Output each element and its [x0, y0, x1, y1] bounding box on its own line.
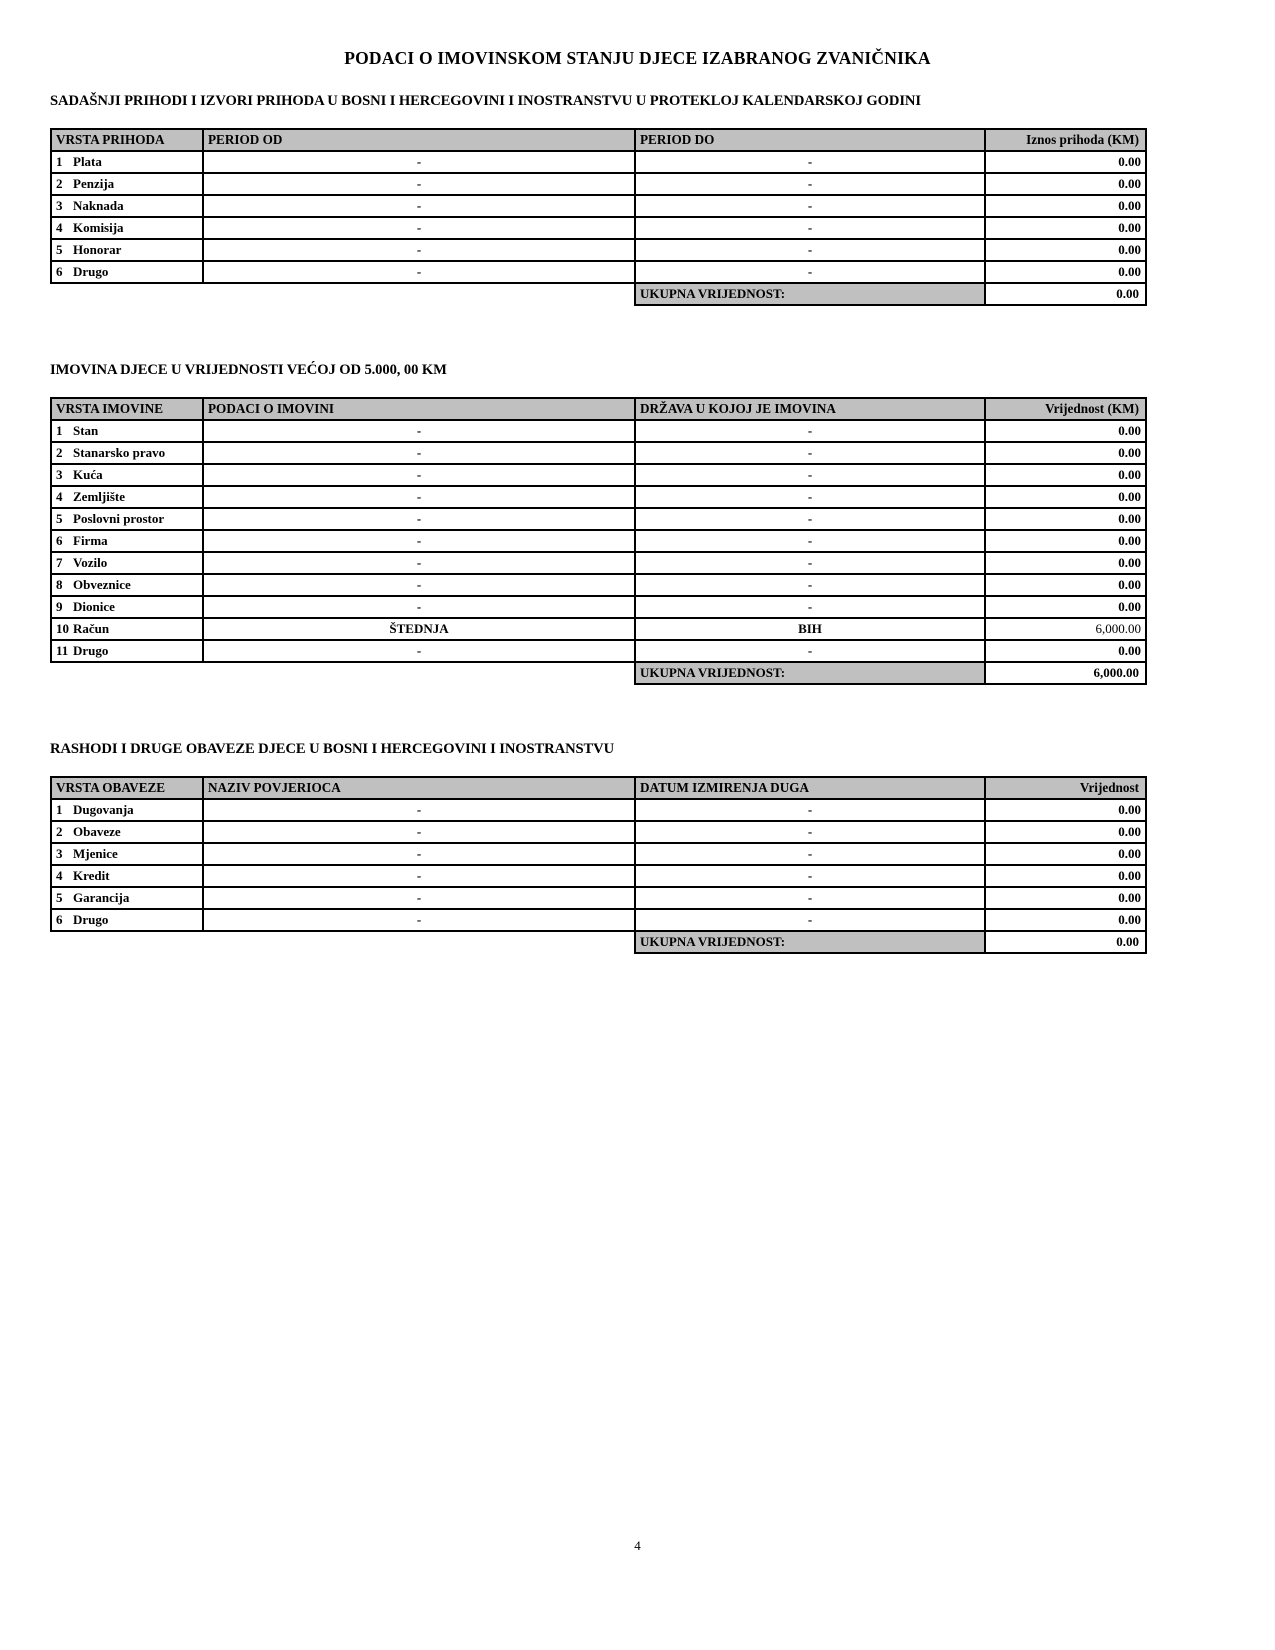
row-label	[51, 442, 203, 464]
cell-period-from[interactable]: -	[203, 217, 635, 239]
total-spacer-left	[51, 662, 203, 684]
column-header-amount: Iznos prihoda (KM)	[985, 129, 1146, 151]
assets-table-body	[51, 420, 1146, 684]
table-row	[51, 618, 1146, 640]
row-label	[51, 530, 203, 552]
table-row	[51, 596, 1146, 618]
row-label-text: Stan	[73, 423, 99, 438]
row-label	[51, 420, 203, 442]
cell-asset-details[interactable]: -	[203, 596, 635, 618]
row-label-text: Vozilo	[73, 555, 108, 570]
row-index: 2	[56, 824, 63, 839]
row-index: 4	[56, 220, 63, 235]
row-label-text: Mjenice	[73, 846, 118, 861]
table-row	[51, 574, 1146, 596]
title-spacer	[0, 69, 1275, 93]
row-label	[51, 486, 203, 508]
cell-asset-country[interactable]: -	[635, 552, 985, 574]
row-label-text: Komisija	[73, 220, 124, 235]
row-label	[51, 217, 203, 239]
cell-settlement-date[interactable]: -	[635, 821, 985, 843]
total-value: 0.00	[985, 931, 1146, 953]
row-label-text: Obveznice	[73, 577, 131, 592]
row-index: 5	[56, 242, 63, 257]
cell-settlement-date[interactable]: -	[635, 843, 985, 865]
section-liabilities	[0, 741, 1275, 954]
table-row	[51, 843, 1146, 865]
table-row	[51, 887, 1146, 909]
column-header-period-to: PERIOD DO	[635, 129, 985, 151]
row-label-text: Stanarsko pravo	[73, 445, 166, 460]
cell-creditor-name[interactable]: -	[203, 799, 635, 821]
cell-amount[interactable]: 0.00	[985, 195, 1146, 217]
cell-asset-value[interactable]: 0.00	[985, 596, 1146, 618]
section-spacer	[0, 306, 1275, 362]
row-label-text: Kuća	[73, 467, 103, 482]
table-row	[51, 239, 1146, 261]
cell-asset-details[interactable]: -	[203, 420, 635, 442]
table-row	[51, 865, 1146, 887]
section-spacer	[0, 685, 1275, 741]
row-index: 6	[56, 912, 63, 927]
cell-settlement-date[interactable]: -	[635, 887, 985, 909]
row-index: 4	[56, 489, 63, 504]
cell-liability-value[interactable]: 0.00	[985, 865, 1146, 887]
table-row	[51, 261, 1146, 283]
section-heading-liabilities: RASHODI I DRUGE OBAVEZE DJECE U BOSNI I HERCEGOVINI I INOSTRANSTVU	[50, 741, 615, 757]
row-label-text: Drugo	[73, 264, 109, 279]
table-header-row	[51, 777, 1146, 799]
cell-creditor-name[interactable]: -	[203, 887, 635, 909]
cell-asset-country[interactable]: -	[635, 442, 985, 464]
cell-asset-country[interactable]: BIH	[635, 618, 985, 640]
row-label-text: Račun	[73, 621, 110, 636]
column-header-asset-type: VRSTA IMOVINE	[51, 398, 203, 420]
row-label	[51, 574, 203, 596]
row-index: 1	[56, 154, 63, 169]
row-index: 2	[56, 445, 63, 460]
row-label-text: Poslovni prostor	[73, 511, 165, 526]
row-label	[51, 909, 203, 931]
cell-amount[interactable]: 0.00	[985, 173, 1146, 195]
cell-asset-country[interactable]: -	[635, 574, 985, 596]
row-label	[51, 239, 203, 261]
cell-settlement-date[interactable]: -	[635, 799, 985, 821]
row-label	[51, 887, 203, 909]
cell-asset-details[interactable]: -	[203, 552, 635, 574]
total-label: UKUPNA VRIJEDNOST:	[635, 283, 985, 305]
column-header-creditor-name: NAZIV POVJERIOCA	[203, 777, 635, 799]
cell-asset-value[interactable]: 0.00	[985, 530, 1146, 552]
table-row	[51, 552, 1146, 574]
cell-asset-country[interactable]: -	[635, 530, 985, 552]
column-header-asset-country: DRŽAVA U KOJOJ JE IMOVINA	[635, 398, 985, 420]
table-row	[51, 151, 1146, 173]
cell-period-to[interactable]: -	[635, 217, 985, 239]
row-index: 8	[56, 577, 63, 592]
table-row	[51, 530, 1146, 552]
row-label-text: Kredit	[73, 868, 110, 883]
liabilities-table-body	[51, 799, 1146, 953]
column-header-asset-details: PODACI O IMOVINI	[203, 398, 635, 420]
liabilities-table	[50, 776, 1147, 954]
row-label-text: Penzija	[73, 176, 115, 191]
row-label-text: Dugovanja	[73, 802, 134, 817]
column-header-settlement-date: DATUM IZMIRENJA DUGA	[635, 777, 985, 799]
row-index: 1	[56, 802, 63, 817]
row-label-text: Honorar	[73, 242, 122, 257]
heading-spacer	[0, 379, 1275, 397]
cell-asset-value[interactable]: 6,000.00	[985, 618, 1146, 640]
total-spacer-left	[51, 931, 203, 953]
cell-liability-value[interactable]: 0.00	[985, 887, 1146, 909]
total-spacer-mid	[203, 662, 635, 684]
cell-asset-value[interactable]: 0.00	[985, 420, 1146, 442]
cell-asset-details[interactable]: -	[203, 464, 635, 486]
cell-period-to[interactable]: -	[635, 261, 985, 283]
total-value: 0.00	[985, 283, 1146, 305]
row-label	[51, 195, 203, 217]
table-row	[51, 486, 1146, 508]
row-index: 7	[56, 555, 63, 570]
section-heading-income: SADAŠNJI PRIHODI I IZVORI PRIHODA U BOSNI I HERCEGOVINI I INOSTRANSTVU U PROTEKLOJ KALENDARSKOJ GODINI	[50, 93, 921, 109]
cell-creditor-name[interactable]: -	[203, 843, 635, 865]
row-label	[51, 261, 203, 283]
row-label	[51, 821, 203, 843]
table-row	[51, 195, 1146, 217]
cell-asset-value[interactable]: 0.00	[985, 574, 1146, 596]
cell-liability-value[interactable]: 0.00	[985, 843, 1146, 865]
cell-asset-value[interactable]: 0.00	[985, 640, 1146, 662]
row-label	[51, 552, 203, 574]
row-index: 11	[56, 643, 69, 658]
row-label-text: Zemljište	[73, 489, 125, 504]
table-row	[51, 442, 1146, 464]
cell-asset-details[interactable]: -	[203, 508, 635, 530]
cell-period-from[interactable]: -	[203, 151, 635, 173]
total-spacer-mid	[203, 283, 635, 305]
cell-period-to[interactable]: -	[635, 173, 985, 195]
row-label	[51, 640, 203, 662]
cell-settlement-date[interactable]: -	[635, 909, 985, 931]
column-header-liability-value: Vrijednost	[985, 777, 1146, 799]
table-header-row	[51, 398, 1146, 420]
cell-creditor-name[interactable]: -	[203, 909, 635, 931]
row-label	[51, 596, 203, 618]
row-label	[51, 173, 203, 195]
cell-asset-value[interactable]: 0.00	[985, 552, 1146, 574]
cell-amount[interactable]: 0.00	[985, 239, 1146, 261]
cell-asset-details[interactable]: -	[203, 486, 635, 508]
cell-asset-details[interactable]: -	[203, 442, 635, 464]
row-label	[51, 508, 203, 530]
cell-liability-value[interactable]: 0.00	[985, 799, 1146, 821]
cell-settlement-date[interactable]: -	[635, 865, 985, 887]
row-label-text: Drugo	[73, 643, 109, 658]
column-header-period-from: PERIOD OD	[203, 129, 635, 151]
total-spacer-mid	[203, 931, 635, 953]
total-row	[51, 662, 1146, 684]
row-index: 9	[56, 599, 63, 614]
cell-asset-details[interactable]: ŠTEDNJA	[203, 618, 635, 640]
row-label	[51, 843, 203, 865]
table-row	[51, 821, 1146, 843]
row-label-text: Firma	[73, 533, 108, 548]
cell-amount[interactable]: 0.00	[985, 261, 1146, 283]
row-label	[51, 865, 203, 887]
cell-asset-details[interactable]: -	[203, 640, 635, 662]
row-label-text: Plata	[73, 154, 102, 169]
cell-asset-value[interactable]: 0.00	[985, 508, 1146, 530]
table-row	[51, 420, 1146, 442]
page-number: 4	[634, 1538, 641, 1553]
cell-asset-country[interactable]: -	[635, 420, 985, 442]
table-header-row	[51, 129, 1146, 151]
column-header-type: VRSTA PRIHODA	[51, 129, 203, 151]
table-row	[51, 217, 1146, 239]
cell-asset-country[interactable]: -	[635, 486, 985, 508]
row-index: 2	[56, 176, 63, 191]
section-income	[0, 93, 1275, 306]
section-assets	[0, 362, 1275, 685]
cell-liability-value[interactable]: 0.00	[985, 909, 1146, 931]
cell-asset-country[interactable]: -	[635, 596, 985, 618]
cell-period-to[interactable]: -	[635, 151, 985, 173]
page-title: PODACI O IMOVINSKOM STANJU DJECE IZABRANOG ZVANIČNIKA	[344, 48, 931, 68]
column-header-asset-value: Vrijednost (KM)	[985, 398, 1146, 420]
cell-asset-country[interactable]: -	[635, 640, 985, 662]
cell-asset-country[interactable]: -	[635, 508, 985, 530]
cell-asset-details[interactable]: -	[203, 530, 635, 552]
row-index: 6	[56, 533, 63, 548]
income-table	[50, 128, 1147, 306]
cell-period-from[interactable]: -	[203, 195, 635, 217]
cell-period-from[interactable]: -	[203, 261, 635, 283]
row-index: 3	[56, 198, 63, 213]
table-row	[51, 640, 1146, 662]
row-index: 5	[56, 511, 63, 526]
table-row	[51, 173, 1146, 195]
total-label: UKUPNA VRIJEDNOST:	[635, 931, 985, 953]
total-row	[51, 931, 1146, 953]
row-label-text: Obaveze	[73, 824, 121, 839]
cell-period-to[interactable]: -	[635, 239, 985, 261]
cell-asset-details[interactable]: -	[203, 574, 635, 596]
total-row	[51, 283, 1146, 305]
cell-asset-value[interactable]: 0.00	[985, 486, 1146, 508]
heading-spacer	[0, 758, 1275, 776]
row-label	[51, 799, 203, 821]
cell-liability-value[interactable]: 0.00	[985, 821, 1146, 843]
row-index: 5	[56, 890, 63, 905]
row-index: 6	[56, 264, 63, 279]
row-label-text: Naknada	[73, 198, 124, 213]
income-table-body	[51, 151, 1146, 305]
row-label	[51, 618, 203, 640]
row-label-text: Drugo	[73, 912, 109, 927]
table-row	[51, 464, 1146, 486]
assets-table	[50, 397, 1147, 685]
cell-asset-value[interactable]: 0.00	[985, 464, 1146, 486]
table-row	[51, 799, 1146, 821]
cell-period-from[interactable]: -	[203, 239, 635, 261]
section-heading-assets: IMOVINA DJECE U VRIJEDNOSTI VEĆOJ OD 5.000, 00 KM	[50, 362, 447, 378]
cell-period-from[interactable]: -	[203, 173, 635, 195]
row-index: 4	[56, 868, 63, 883]
heading-spacer	[0, 110, 1275, 128]
cell-creditor-name[interactable]: -	[203, 821, 635, 843]
total-value: 6,000.00	[985, 662, 1146, 684]
total-label: UKUPNA VRIJEDNOST:	[635, 662, 985, 684]
table-row	[51, 909, 1146, 931]
column-header-liability-type: VRSTA OBAVEZE	[51, 777, 203, 799]
cell-amount[interactable]: 0.00	[985, 151, 1146, 173]
cell-amount[interactable]: 0.00	[985, 217, 1146, 239]
total-spacer-left	[51, 283, 203, 305]
table-row	[51, 508, 1146, 530]
cell-period-to[interactable]: -	[635, 195, 985, 217]
row-index: 1	[56, 423, 63, 438]
row-index: 3	[56, 846, 63, 861]
row-label-text: Dionice	[73, 599, 115, 614]
row-label	[51, 151, 203, 173]
row-index: 10	[56, 621, 69, 636]
row-index: 3	[56, 467, 63, 482]
cell-asset-country[interactable]: -	[635, 464, 985, 486]
row-label-text: Garancija	[73, 890, 130, 905]
row-label	[51, 464, 203, 486]
cell-creditor-name[interactable]: -	[203, 865, 635, 887]
cell-asset-value[interactable]: 0.00	[985, 442, 1146, 464]
